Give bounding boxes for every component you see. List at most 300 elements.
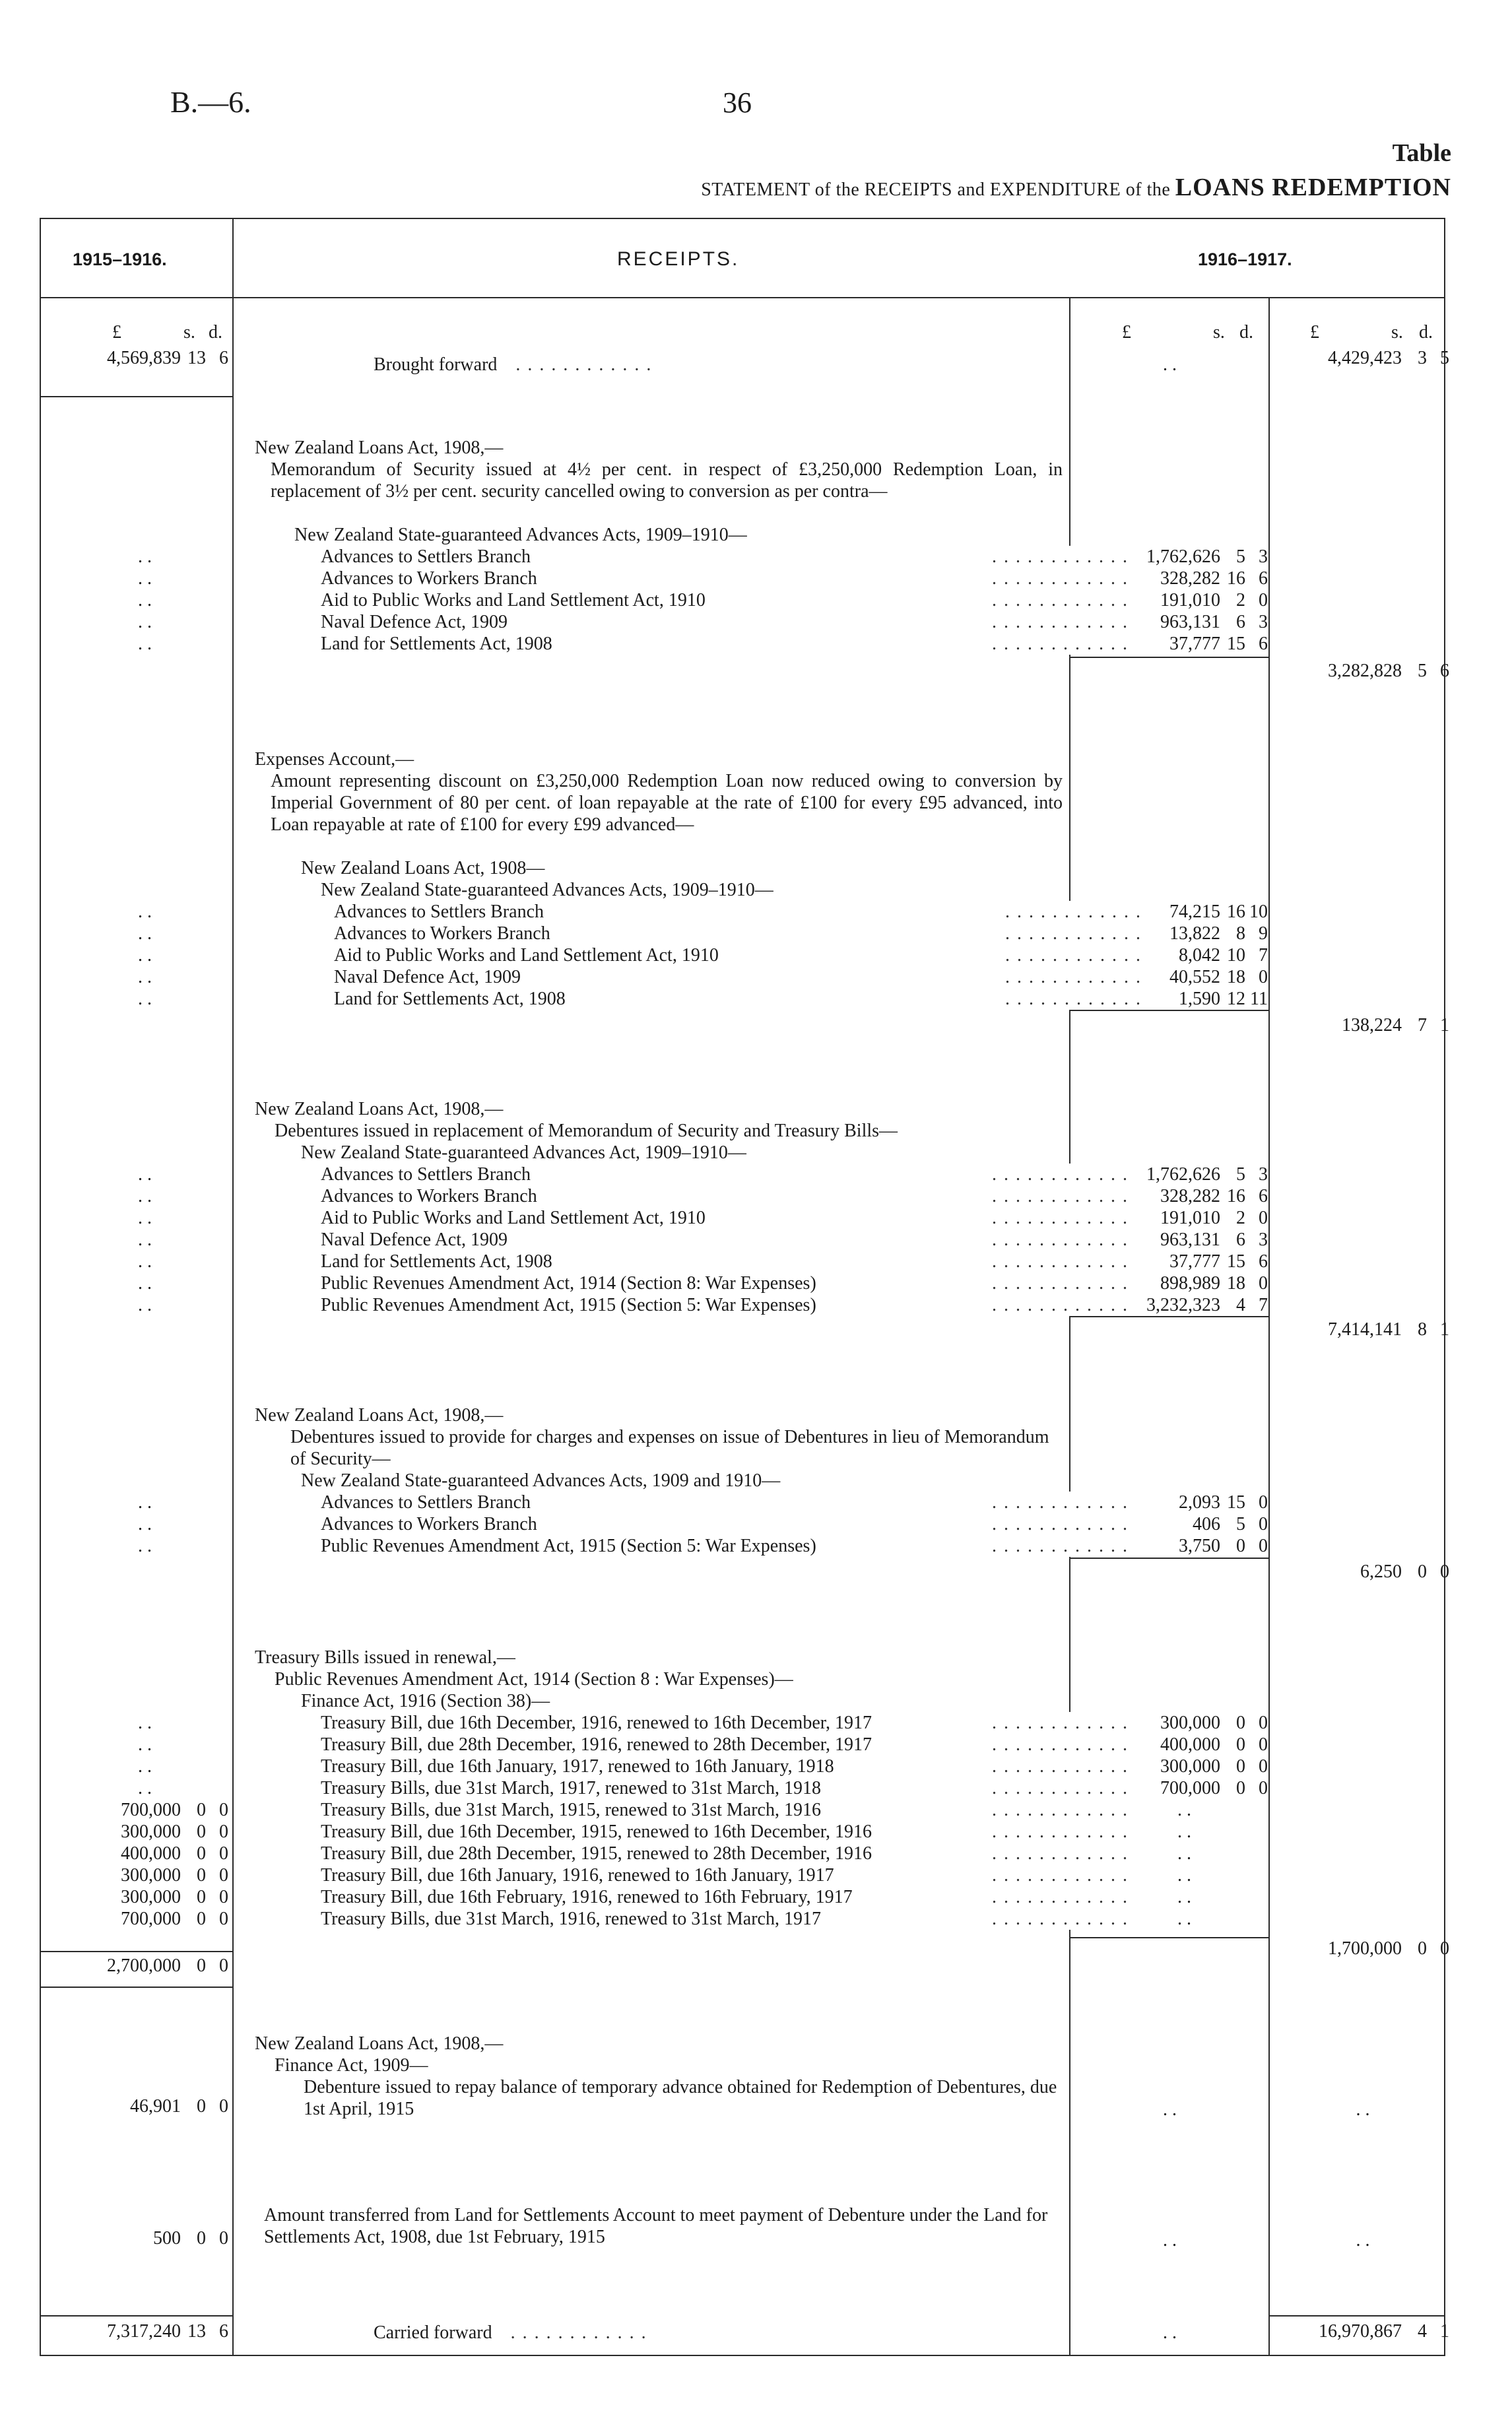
section3-total-shillings: 8 [1418, 1319, 1427, 1340]
section5-amt-3-pence: 0 [1259, 1778, 1268, 1798]
section3-item-2 [255, 1207, 1133, 1229]
section2-sum-rule [1069, 1010, 1268, 1011]
section5-prev-5-pence: 0 [219, 1822, 228, 1842]
section5-prev-4-pounds: 700,000 [121, 1800, 181, 1820]
section2-item-dots-4: . . . . . . . . . . . . [999, 988, 1142, 1010]
s5-prev-total-bottom-rule [40, 1987, 232, 1988]
section1-amt-1-pounds: 328,282 [1160, 568, 1220, 589]
section5-amt-2-pence: 0 [1259, 1756, 1268, 1777]
s2-sub2: New Zealand State-guaranteed Advances Acts, 1909–1910— [321, 880, 773, 900]
section1-amt-3-pence: 3 [1259, 612, 1268, 632]
section2-amt-3-pounds: 40,552 [1169, 967, 1220, 987]
section5-item-dots-4: . . . . . . . . . . . . [985, 1799, 1129, 1821]
section3-item-dots-5: . . . . . . . . . . . . [985, 1272, 1129, 1294]
table-top-rule [40, 218, 1445, 219]
section5-item-dots-3: . . . . . . . . . . . . [985, 1777, 1129, 1799]
section5-amt-3-pounds: 700,000 [1160, 1778, 1220, 1798]
section5-item-label-3: Treasury Bills, due 31st March, 1917, renewed to 31st March, 1918 [321, 1778, 821, 1798]
section4-item-dots-1: . . . . . . . . . . . . [985, 1513, 1129, 1535]
cf-prev [40, 2320, 231, 2342]
section1-prev-4: . . [138, 634, 152, 654]
section4-amt-1-shillings: 5 [1236, 1514, 1245, 1534]
section5-prev-7-shillings: 0 [197, 1865, 206, 1886]
section1-amt-4-shillings: 15 [1227, 634, 1245, 654]
section4-amt-0-pence: 0 [1259, 1492, 1268, 1513]
section1-prev-3: . . [138, 612, 152, 632]
section1-sum-rule [1069, 657, 1268, 658]
section3-amt-3 [1069, 1229, 1270, 1251]
section5-amt-1-pounds: 400,000 [1160, 1734, 1220, 1755]
section1-amt-4-pounds: 37,777 [1169, 634, 1220, 654]
section1-total-pounds: 3,282,828 [1328, 661, 1402, 681]
section1-total [1274, 660, 1452, 682]
section3-amt-5-shillings: 18 [1227, 1273, 1245, 1294]
section5-prev-9 [40, 1908, 231, 1930]
cf-dots: . . . . . . . . . . . . [510, 2322, 647, 2343]
section5-item-label-5: Treasury Bill, due 16th December, 1915, renewed to 16th December, 1916 [321, 1822, 872, 1842]
header-bottom-rule [40, 297, 1445, 298]
section2-prev-4: . . [138, 989, 152, 1009]
section5-amt-3 [1069, 1777, 1270, 1799]
section5-prev-5-shillings: 0 [197, 1822, 206, 1842]
section3-item-1 [255, 1185, 1133, 1207]
section3-prev-1: . . [138, 1186, 152, 1206]
section5-amt-1-shillings: 0 [1236, 1734, 1245, 1755]
s6-text: Debenture issued to repay balance of temporary advance obtained for Redemption of Debentures, due 1st April, 1915 [304, 2077, 1057, 2119]
section5-amt-0-pounds: 300,000 [1160, 1713, 1220, 1733]
paper-number: B.—6. [170, 85, 251, 119]
section4-amt-1-pence: 0 [1259, 1514, 1268, 1534]
cf-label-row [255, 2322, 1185, 2344]
section5-prev-3 [40, 1777, 231, 1799]
s5-sub2: Finance Act, 1916 (Section 38)— [301, 1691, 550, 1711]
s7-prev [40, 2227, 231, 2249]
section5-item-label-9: Treasury Bills, due 31st March, 1916, renewed to 31st March, 1917 [321, 1909, 821, 1929]
col1-rule [232, 218, 234, 2356]
section5-amt-6-pounds: . . [1177, 1843, 1191, 1864]
section4-prev-2: . . [138, 1536, 152, 1556]
bf-prev-pounds: 4,569,839 [107, 348, 181, 368]
section2-item-dots-2: . . . . . . . . . . . . [999, 944, 1142, 966]
section4-amt-2-pence: 0 [1259, 1536, 1268, 1556]
section4-item-0 [255, 1492, 1133, 1513]
section5-amt-1 [1069, 1734, 1270, 1756]
s6-sub: Finance Act, 1909— [275, 2055, 428, 2076]
s2-heading: Expenses Account,— [255, 749, 414, 770]
section4-amt-1 [1069, 1513, 1270, 1535]
s2-sub1: New Zealand Loans Act, 1908— [301, 858, 545, 878]
s6-prev-pounds: 46,901 [130, 2096, 181, 2117]
section1-item-label-1: Advances to Workers Branch [321, 568, 537, 589]
bf-label-row [255, 354, 1185, 376]
section2-item-dots-0: . . . . . . . . . . . . [999, 901, 1142, 923]
section3-item-0 [255, 1164, 1133, 1185]
s5-prev-total-pounds: 2,700,000 [107, 1955, 181, 1976]
section3-item-label-5: Public Revenues Amendment Act, 1914 (Section 8: War Expenses) [321, 1273, 816, 1294]
statement-title [701, 173, 1451, 202]
section4-total-pounds: 6,250 [1360, 1561, 1402, 1582]
cf-prev-shillings: 13 [187, 2321, 206, 2342]
section5-prev-8-shillings: 0 [197, 1887, 206, 1907]
section5-item-label-6: Treasury Bill, due 28th December, 1915, renewed to 28th December, 1916 [321, 1843, 872, 1864]
section4-item-1 [255, 1513, 1133, 1535]
section3-amt-2 [1069, 1207, 1270, 1229]
section1-item-2 [255, 589, 1133, 611]
right-rule [1444, 218, 1445, 2356]
section5-item-dots-9: . . . . . . . . . . . . [985, 1908, 1129, 1930]
section3-item-label-4: Land for Settlements Act, 1908 [321, 1251, 552, 1272]
section3-item-dots-1: . . . . . . . . . . . . [985, 1185, 1129, 1207]
s3-sub: New Zealand State-guaranteed Advances Act, 1909–1910— [301, 1142, 746, 1163]
bf-prev-shillings: 13 [187, 348, 206, 368]
section2-item-3 [255, 966, 1146, 988]
section5-prev-6-pence: 0 [219, 1843, 228, 1864]
section1-amt-3-shillings: 6 [1236, 612, 1245, 632]
cf-curr-placeholder: . . [1163, 2322, 1177, 2343]
s6-amount: . . [1163, 2099, 1177, 2120]
section5-prev-5-pounds: 300,000 [121, 1822, 181, 1842]
section2-item-dots-1: . . . . . . . . . . . . [999, 923, 1142, 944]
s6-total: . . [1356, 2099, 1370, 2120]
section2-item-label-3: Naval Defence Act, 1909 [334, 967, 521, 987]
section2-amt-1 [1069, 923, 1270, 944]
section2-amt-2 [1069, 944, 1270, 966]
section1-amt-0-pounds: 1,762,626 [1146, 546, 1220, 567]
section3-amt-1 [1069, 1185, 1270, 1207]
section5-item-0 [255, 1712, 1133, 1734]
section2-item-2 [255, 944, 1146, 966]
section3-amt-5-pence: 0 [1259, 1273, 1268, 1294]
section5-amt-0 [1069, 1712, 1270, 1734]
s6-prev-pence: 0 [219, 2096, 228, 2117]
s5-heading: Treasury Bills issued in renewal,— [255, 1647, 515, 1668]
s3-text: Debentures issued in replacement of Memorandum of Security and Treasury Bills— [275, 1121, 898, 1141]
unit-pence-col4: d. [1419, 322, 1433, 343]
section2-total-shillings: 7 [1418, 1015, 1427, 1035]
section3-amt-3-pounds: 963,131 [1160, 1230, 1220, 1250]
unit-pence-col1: d. [209, 322, 222, 343]
section5-prev-6-shillings: 0 [197, 1843, 206, 1864]
bf-total-pence: 5 [1440, 348, 1449, 368]
section5-amt-1-pence: 0 [1259, 1734, 1268, 1755]
section3-prev-2: . . [138, 1208, 152, 1228]
section3-amt-1-pence: 6 [1259, 1186, 1268, 1206]
section5-prev-7 [40, 1864, 231, 1886]
section2-total-pounds: 138,224 [1342, 1015, 1402, 1035]
cf-total-rule [1268, 2315, 1445, 2317]
section5-amt-6 [1069, 1843, 1270, 1864]
section2-amt-3 [1069, 966, 1270, 988]
col-head-prev-year: 1915–1916. [73, 249, 167, 269]
section3-item-6 [255, 1294, 1133, 1316]
section3-amt-6-shillings: 4 [1236, 1295, 1245, 1315]
section3-amt-2-pounds: 191,010 [1160, 1208, 1220, 1228]
section4-amt-0-shillings: 15 [1227, 1492, 1245, 1513]
section5-prev-3-pounds: . . [138, 1778, 152, 1798]
s5-total-shillings: 0 [1418, 1938, 1427, 1959]
section5-item-label-8: Treasury Bill, due 16th February, 1916, renewed to 16th February, 1917 [321, 1887, 853, 1907]
section5-prev-4 [40, 1799, 231, 1821]
bf-dots: . . . . . . . . . . . . [515, 354, 653, 375]
section5-item-label-7: Treasury Bill, due 16th January, 1916, renewed to 16th January, 1917 [321, 1865, 834, 1886]
s7-text: Amount transferred from Land for Settlements Account to meet payment of Debenture under the Land for Settlements Act, 1908, due 1st February, 1915 [264, 2205, 1048, 2247]
section4-amt-2-shillings: 0 [1236, 1536, 1245, 1556]
section3-item-dots-3: . . . . . . . . . . . . [985, 1229, 1129, 1251]
section2-item-0 [255, 901, 1146, 923]
section5-item-7 [255, 1864, 1133, 1886]
section1-amt-3 [1069, 611, 1270, 633]
section5-item-5 [255, 1821, 1133, 1843]
bf-total-shillings: 3 [1418, 348, 1427, 368]
section3-amt-6-pence: 7 [1259, 1295, 1268, 1315]
unit-pound-col3: £ [1122, 322, 1131, 343]
unit-pound-col4: £ [1310, 322, 1319, 343]
section1-total-shillings: 5 [1418, 661, 1427, 681]
s1-sub: New Zealand State-guaranteed Advances Acts, 1909–1910— [294, 525, 747, 545]
page-number: 36 [723, 86, 752, 119]
section2-total-pence: 1 [1440, 1015, 1449, 1035]
section2-amt-3-pence: 0 [1259, 967, 1268, 987]
section3-item-label-2: Aid to Public Works and Land Settlement Act, 1910 [321, 1208, 706, 1228]
section5-amt-5-pounds: . . [1177, 1822, 1191, 1842]
section5-amt-8 [1069, 1886, 1270, 1908]
s7-prev-pence: 0 [219, 2228, 228, 2249]
section3-amt-0 [1069, 1164, 1270, 1185]
section3-amt-1-shillings: 16 [1227, 1186, 1245, 1206]
bf-label: Brought forward [374, 354, 498, 375]
section1-amt-2-pence: 0 [1259, 590, 1268, 610]
section1-amt-1-shillings: 16 [1227, 568, 1245, 589]
section3-item-dots-0: . . . . . . . . . . . . [985, 1164, 1129, 1185]
section4-amt-2 [1069, 1535, 1270, 1557]
section3-item-label-0: Advances to Settlers Branch [321, 1164, 531, 1185]
s5-prev-total-pence: 0 [219, 1955, 228, 1976]
section2-amt-0 [1069, 901, 1270, 923]
section3-amt-0-shillings: 5 [1236, 1164, 1245, 1185]
cf-prev-rule [40, 2315, 232, 2317]
section5-item-dots-2: . . . . . . . . . . . . [985, 1756, 1129, 1777]
section2-amt-4-shillings: 12 [1227, 989, 1245, 1009]
s5-prev-total-rule [40, 1951, 232, 1952]
cf-total-pence: 1 [1440, 2321, 1449, 2342]
cf-prev-pence: 6 [219, 2321, 228, 2342]
section3-amt-3-shillings: 6 [1236, 1230, 1245, 1250]
section2-amt-2-shillings: 10 [1227, 945, 1245, 966]
section5-amt-2 [1069, 1756, 1270, 1777]
section1-amt-2-shillings: 2 [1236, 590, 1245, 610]
section3-item-3 [255, 1229, 1133, 1251]
section2-prev-1: . . [138, 923, 152, 944]
section2-item-1 [255, 923, 1146, 944]
section3-amt-5-pounds: 898,989 [1160, 1273, 1220, 1294]
section5-prev-4-pence: 0 [219, 1800, 228, 1820]
section2-amt-0-pounds: 74,215 [1169, 902, 1220, 922]
s5-prev-total [40, 1955, 231, 1977]
section4-item-dots-2: . . . . . . . . . . . . [985, 1535, 1129, 1557]
section5-amt-7 [1069, 1864, 1270, 1886]
section4-prev-1: . . [138, 1514, 152, 1534]
section1-item-dots-1: . . . . . . . . . . . . [985, 568, 1129, 589]
section4-amt-2-pounds: 3,750 [1179, 1536, 1220, 1556]
section3-amt-4-shillings: 15 [1227, 1251, 1245, 1272]
section5-amt-0-pence: 0 [1259, 1713, 1268, 1733]
section2-amt-0-pence: 10 [1249, 902, 1268, 922]
section2-item-label-2: Aid to Public Works and Land Settlement Act, 1910 [334, 945, 719, 966]
section5-prev-0 [40, 1712, 231, 1734]
section4-item-label-0: Advances to Settlers Branch [321, 1492, 531, 1513]
section5-prev-0-pounds: . . [138, 1713, 152, 1733]
table-label: Table [1392, 139, 1451, 167]
s2-text: Amount representing discount on £3,250,000 Redemption Loan now reduced owing to conversion by Imperial Government of 80 per cent. of loan repayable at the rate of £100 for every £95 advanced, into Loan repayable at rate of £100 for every £99 advanced— [271, 771, 1063, 835]
section5-prev-8-pence: 0 [219, 1887, 228, 1907]
s6-heading: New Zealand Loans Act, 1908,— [255, 2033, 504, 2054]
bf-total [1274, 347, 1452, 369]
section5-prev-4-shillings: 0 [197, 1800, 206, 1820]
s7-total: . . [1356, 2230, 1370, 2251]
section2-item-label-1: Advances to Workers Branch [334, 923, 550, 944]
section3-amt-1-pounds: 328,282 [1160, 1186, 1220, 1206]
bf-rule [40, 396, 232, 397]
section5-prev-9-pounds: 700,000 [121, 1909, 181, 1929]
unit-shilling-col1: s. [183, 322, 195, 343]
section5-amt-4-pounds: . . [1177, 1800, 1191, 1820]
section1-item-dots-0: . . . . . . . . . . . . [985, 546, 1129, 568]
section2-prev-2: . . [138, 945, 152, 966]
section5-item-4 [255, 1799, 1133, 1821]
section5-item-dots-8: . . . . . . . . . . . . [985, 1886, 1129, 1908]
section1-item-label-2: Aid to Public Works and Land Settlement Act, 1910 [321, 590, 706, 610]
section3-amt-6-pounds: 3,232,323 [1146, 1295, 1220, 1315]
section3-item-dots-4: . . . . . . . . . . . . [985, 1251, 1129, 1272]
s5-total-pounds: 1,700,000 [1328, 1938, 1402, 1959]
s4-text: Debentures issued to provide for charges and expenses on issue of Debentures in lieu of Memorandum of Security— [290, 1427, 1049, 1469]
section4-total-shillings: 0 [1418, 1561, 1427, 1582]
cf-prev-pounds: 7,317,240 [107, 2321, 181, 2342]
section1-amt-1-pence: 6 [1259, 568, 1268, 589]
s5-total-pence: 0 [1440, 1938, 1449, 1959]
section1-item-1 [255, 568, 1133, 589]
s1-text: Memorandum of Security issued at 4½ per cent. in respect of £3,250,000 Redemption Loan, in replacement of 3½ per cent. security cancelled owing to conversion as per contra— [271, 459, 1063, 502]
section2-amt-4-pence: 11 [1250, 989, 1268, 1009]
section5-amt-8-pounds: . . [1177, 1887, 1191, 1907]
section3-sum-rule [1069, 1316, 1268, 1317]
section5-item-label-1: Treasury Bill, due 28th December, 1916, renewed to 28th December, 1917 [321, 1734, 872, 1755]
section2-amt-0-shillings: 16 [1227, 902, 1245, 922]
section2-amt-2-pence: 7 [1259, 945, 1268, 966]
section2-amt-2-pounds: 8,042 [1179, 945, 1220, 966]
section4-prev-0: . . [138, 1492, 152, 1513]
section5-item-dots-1: . . . . . . . . . . . . [985, 1734, 1129, 1756]
section1-item-label-4: Land for Settlements Act, 1908 [321, 634, 552, 654]
s3-heading: New Zealand Loans Act, 1908,— [255, 1099, 504, 1119]
section5-prev-2-pounds: . . [138, 1756, 152, 1777]
s5-sub-rule [1069, 1937, 1268, 1938]
section5-prev-8-pounds: 300,000 [121, 1887, 181, 1907]
section5-item-dots-6: . . . . . . . . . . . . [985, 1843, 1129, 1864]
section5-item-2 [255, 1756, 1133, 1777]
section4-total-pence: 0 [1440, 1561, 1449, 1582]
section1-total-pence: 6 [1440, 661, 1449, 681]
section3-total-pounds: 7,414,141 [1328, 1319, 1402, 1340]
section4-total [1274, 1561, 1452, 1583]
section5-item-dots-5: . . . . . . . . . . . . [985, 1821, 1129, 1843]
unit-shilling-col3: s. [1213, 322, 1225, 343]
section4-item-label-1: Advances to Workers Branch [321, 1514, 537, 1534]
section5-item-1 [255, 1734, 1133, 1756]
section5-prev-7-pounds: 300,000 [121, 1865, 181, 1886]
section3-amt-2-shillings: 2 [1236, 1208, 1245, 1228]
section1-amt-2-pounds: 191,010 [1160, 590, 1220, 610]
section1-item-0 [255, 546, 1133, 568]
section4-item-2 [255, 1535, 1133, 1557]
section3-item-dots-6: . . . . . . . . . . . . [985, 1294, 1129, 1316]
s6-prev-shillings: 0 [197, 2096, 206, 2117]
section5-prev-2 [40, 1756, 231, 1777]
section3-total [1274, 1319, 1452, 1340]
statement-prefix: STATEMENT of the RECEIPTS and EXPENDITURE of the [701, 180, 1171, 200]
section2-amt-3-shillings: 18 [1227, 967, 1245, 987]
section3-amt-0-pence: 3 [1259, 1164, 1268, 1185]
table-bottom-rule [40, 2355, 1445, 2356]
s7-amount: . . [1163, 2230, 1177, 2251]
section3-item-dots-2: . . . . . . . . . . . . [985, 1207, 1129, 1229]
section3-item-5 [255, 1272, 1133, 1294]
section1-amt-3-pounds: 963,131 [1160, 612, 1220, 632]
section5-prev-6-pounds: 400,000 [121, 1843, 181, 1864]
section5-amt-2-pounds: 300,000 [1160, 1756, 1220, 1777]
section5-item-dots-0: . . . . . . . . . . . . [985, 1712, 1129, 1734]
section2-item-label-0: Advances to Settlers Branch [334, 902, 544, 922]
section5-prev-9-shillings: 0 [197, 1909, 206, 1929]
section3-item-label-3: Naval Defence Act, 1909 [321, 1230, 508, 1250]
section5-amt-0-shillings: 0 [1236, 1713, 1245, 1733]
cf-total-shillings: 4 [1418, 2321, 1427, 2342]
section5-item-9 [255, 1908, 1133, 1930]
section3-amt-0-pounds: 1,762,626 [1146, 1164, 1220, 1185]
section2-amt-4 [1069, 988, 1270, 1010]
section5-item-label-4: Treasury Bills, due 31st March, 1915, renewed to 31st March, 1916 [321, 1800, 821, 1820]
bf-total-pounds: 4,429,423 [1328, 348, 1402, 368]
col-head-curr-year: 1916–1917. [1198, 249, 1292, 269]
s7-prev-shillings: 0 [197, 2228, 206, 2249]
section5-amt-9 [1069, 1908, 1270, 1930]
section3-item-label-6: Public Revenues Amendment Act, 1915 (Section 5: War Expenses) [321, 1295, 816, 1315]
section5-amt-3-shillings: 0 [1236, 1778, 1245, 1798]
section3-amt-4 [1069, 1251, 1270, 1272]
s5-sub1: Public Revenues Amendment Act, 1914 (Section 8 : War Expenses)— [275, 1669, 793, 1690]
section1-item-dots-3: . . . . . . . . . . . . [985, 611, 1129, 633]
section5-prev-1-pounds: . . [138, 1734, 152, 1755]
section2-item-dots-3: . . . . . . . . . . . . [999, 966, 1142, 988]
section1-item-3 [255, 611, 1133, 633]
cf-total [1274, 2320, 1452, 2342]
section3-amt-3-pence: 3 [1259, 1230, 1268, 1250]
s7-prev-pounds: 500 [153, 2228, 181, 2249]
section5-item-dots-7: . . . . . . . . . . . . [985, 1864, 1129, 1886]
section1-amt-0 [1069, 546, 1270, 568]
section1-item-dots-2: . . . . . . . . . . . . [985, 589, 1129, 611]
section5-prev-8 [40, 1886, 231, 1908]
s5-total [1274, 1938, 1452, 1959]
section1-amt-1 [1069, 568, 1270, 589]
section5-prev-9-pence: 0 [219, 1909, 228, 1929]
s1-heading: New Zealand Loans Act, 1908,— [255, 438, 504, 458]
cf-total-pounds: 16,970,867 [1319, 2321, 1402, 2342]
section3-amt-5 [1069, 1272, 1270, 1294]
col-head-receipts: RECEIPTS. [617, 248, 740, 270]
section5-prev-7-pence: 0 [219, 1865, 228, 1886]
section3-prev-6: . . [138, 1295, 152, 1315]
